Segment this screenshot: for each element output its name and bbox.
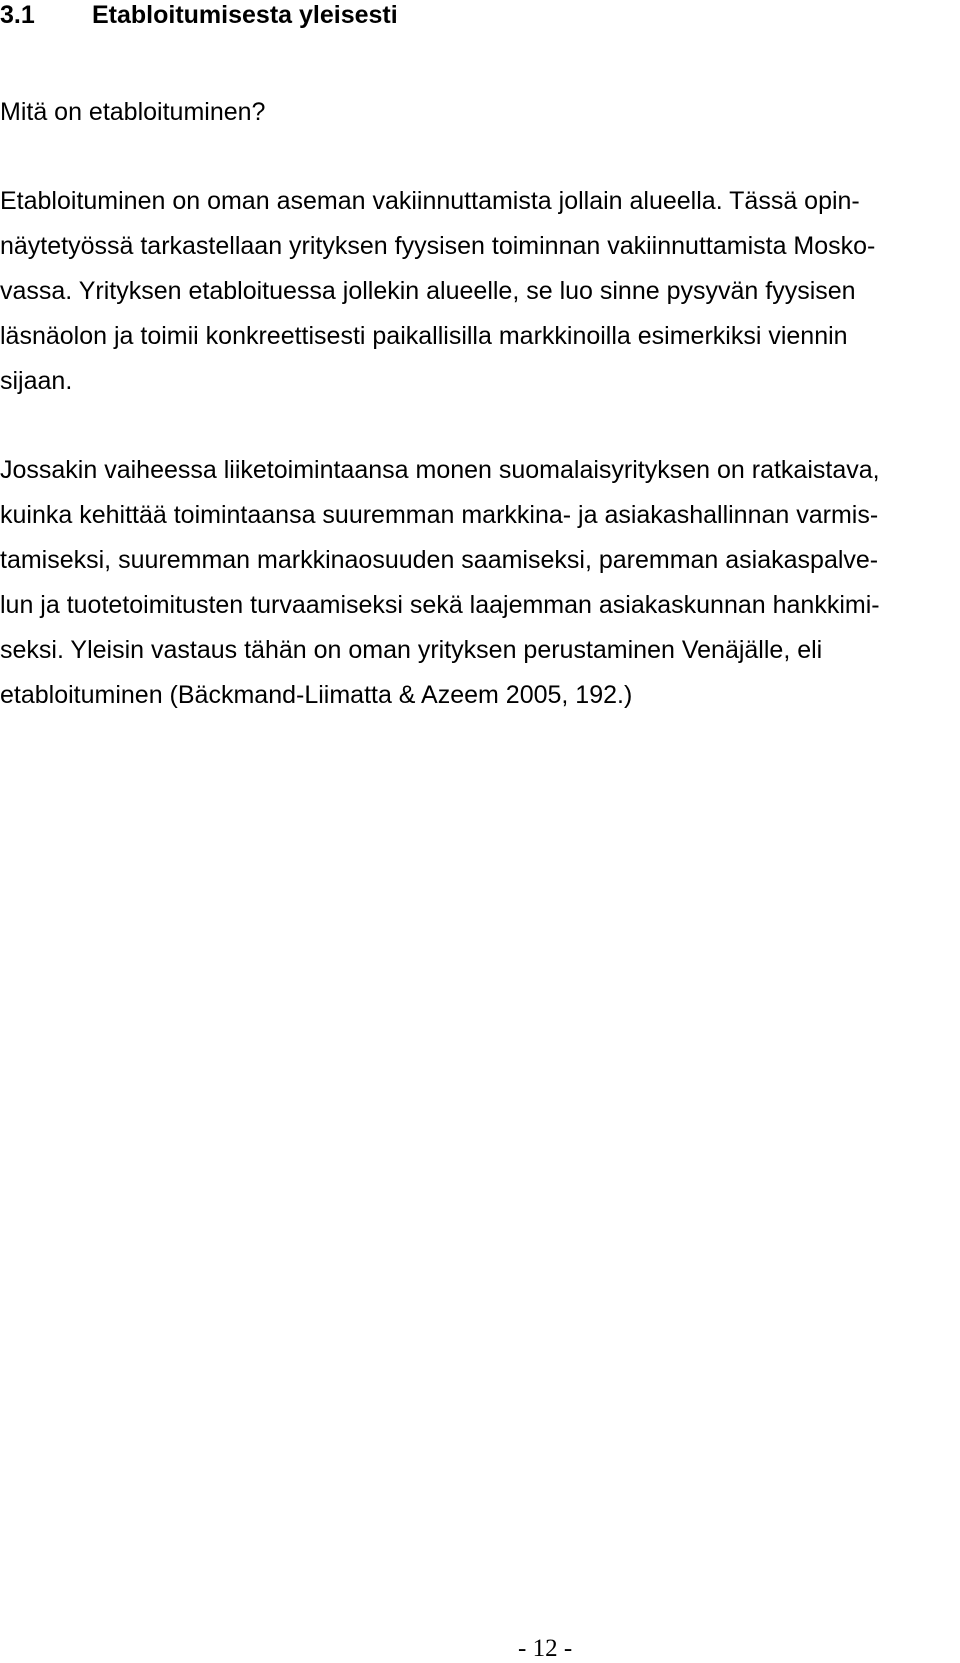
question-line: Mitä on etabloituminen? (0, 98, 266, 126)
paragraph2-line-2: kuinka kehittää toimintaansa suuremman markkina- ja asiakashallinnan varmis- (0, 501, 879, 529)
paragraph1-line-3: vassa. Yrityksen etabloituessa jollekin alueelle, se luo sinne pysyvän fyysisen (0, 277, 856, 305)
paragraph1-line-4: läsnäolon ja toimii konkreettisesti paikallisilla markkinoilla esimerkiksi viennin (0, 322, 848, 350)
page-number: - 12 - (518, 1635, 573, 1662)
paragraph1-line-1: Etabloituminen on oman aseman vakiinnuttamista jollain alueella. Tässä opin- (0, 187, 860, 215)
paragraph2-line-6: etabloituminen (Bäckmand-Liimatta & Azeem 2005, 192.) (0, 681, 633, 709)
paragraph1-line-2: näytetyössä tarkastellaan yrityksen fyysisen toiminnan vakiinnuttamista Mosko- (0, 232, 876, 260)
paragraph2-line-3: tamiseksi, suuremman markkinaosuuden saamiseksi, paremman asiakaspalve- (0, 546, 879, 574)
paragraph2-line-1: Jossakin vaiheessa liiketoimintaansa monen suomalaisyrityksen on ratkaistava, (0, 456, 880, 484)
paragraph1-line-5: sijaan. (0, 367, 73, 395)
paragraph2-line-5: seksi. Yleisin vastaus tähän on oman yrityksen perustaminen Venäjälle, eli (0, 636, 823, 664)
section-number: 3.1 (0, 1, 35, 29)
section-heading (0, 0, 398, 30)
section-title: Etabloitumisesta yleisesti (92, 1, 398, 29)
paragraph2-line-4: lun ja tuotetoimitusten turvaamiseksi sekä laajemman asiakaskunnan hankkimi- (0, 591, 880, 619)
